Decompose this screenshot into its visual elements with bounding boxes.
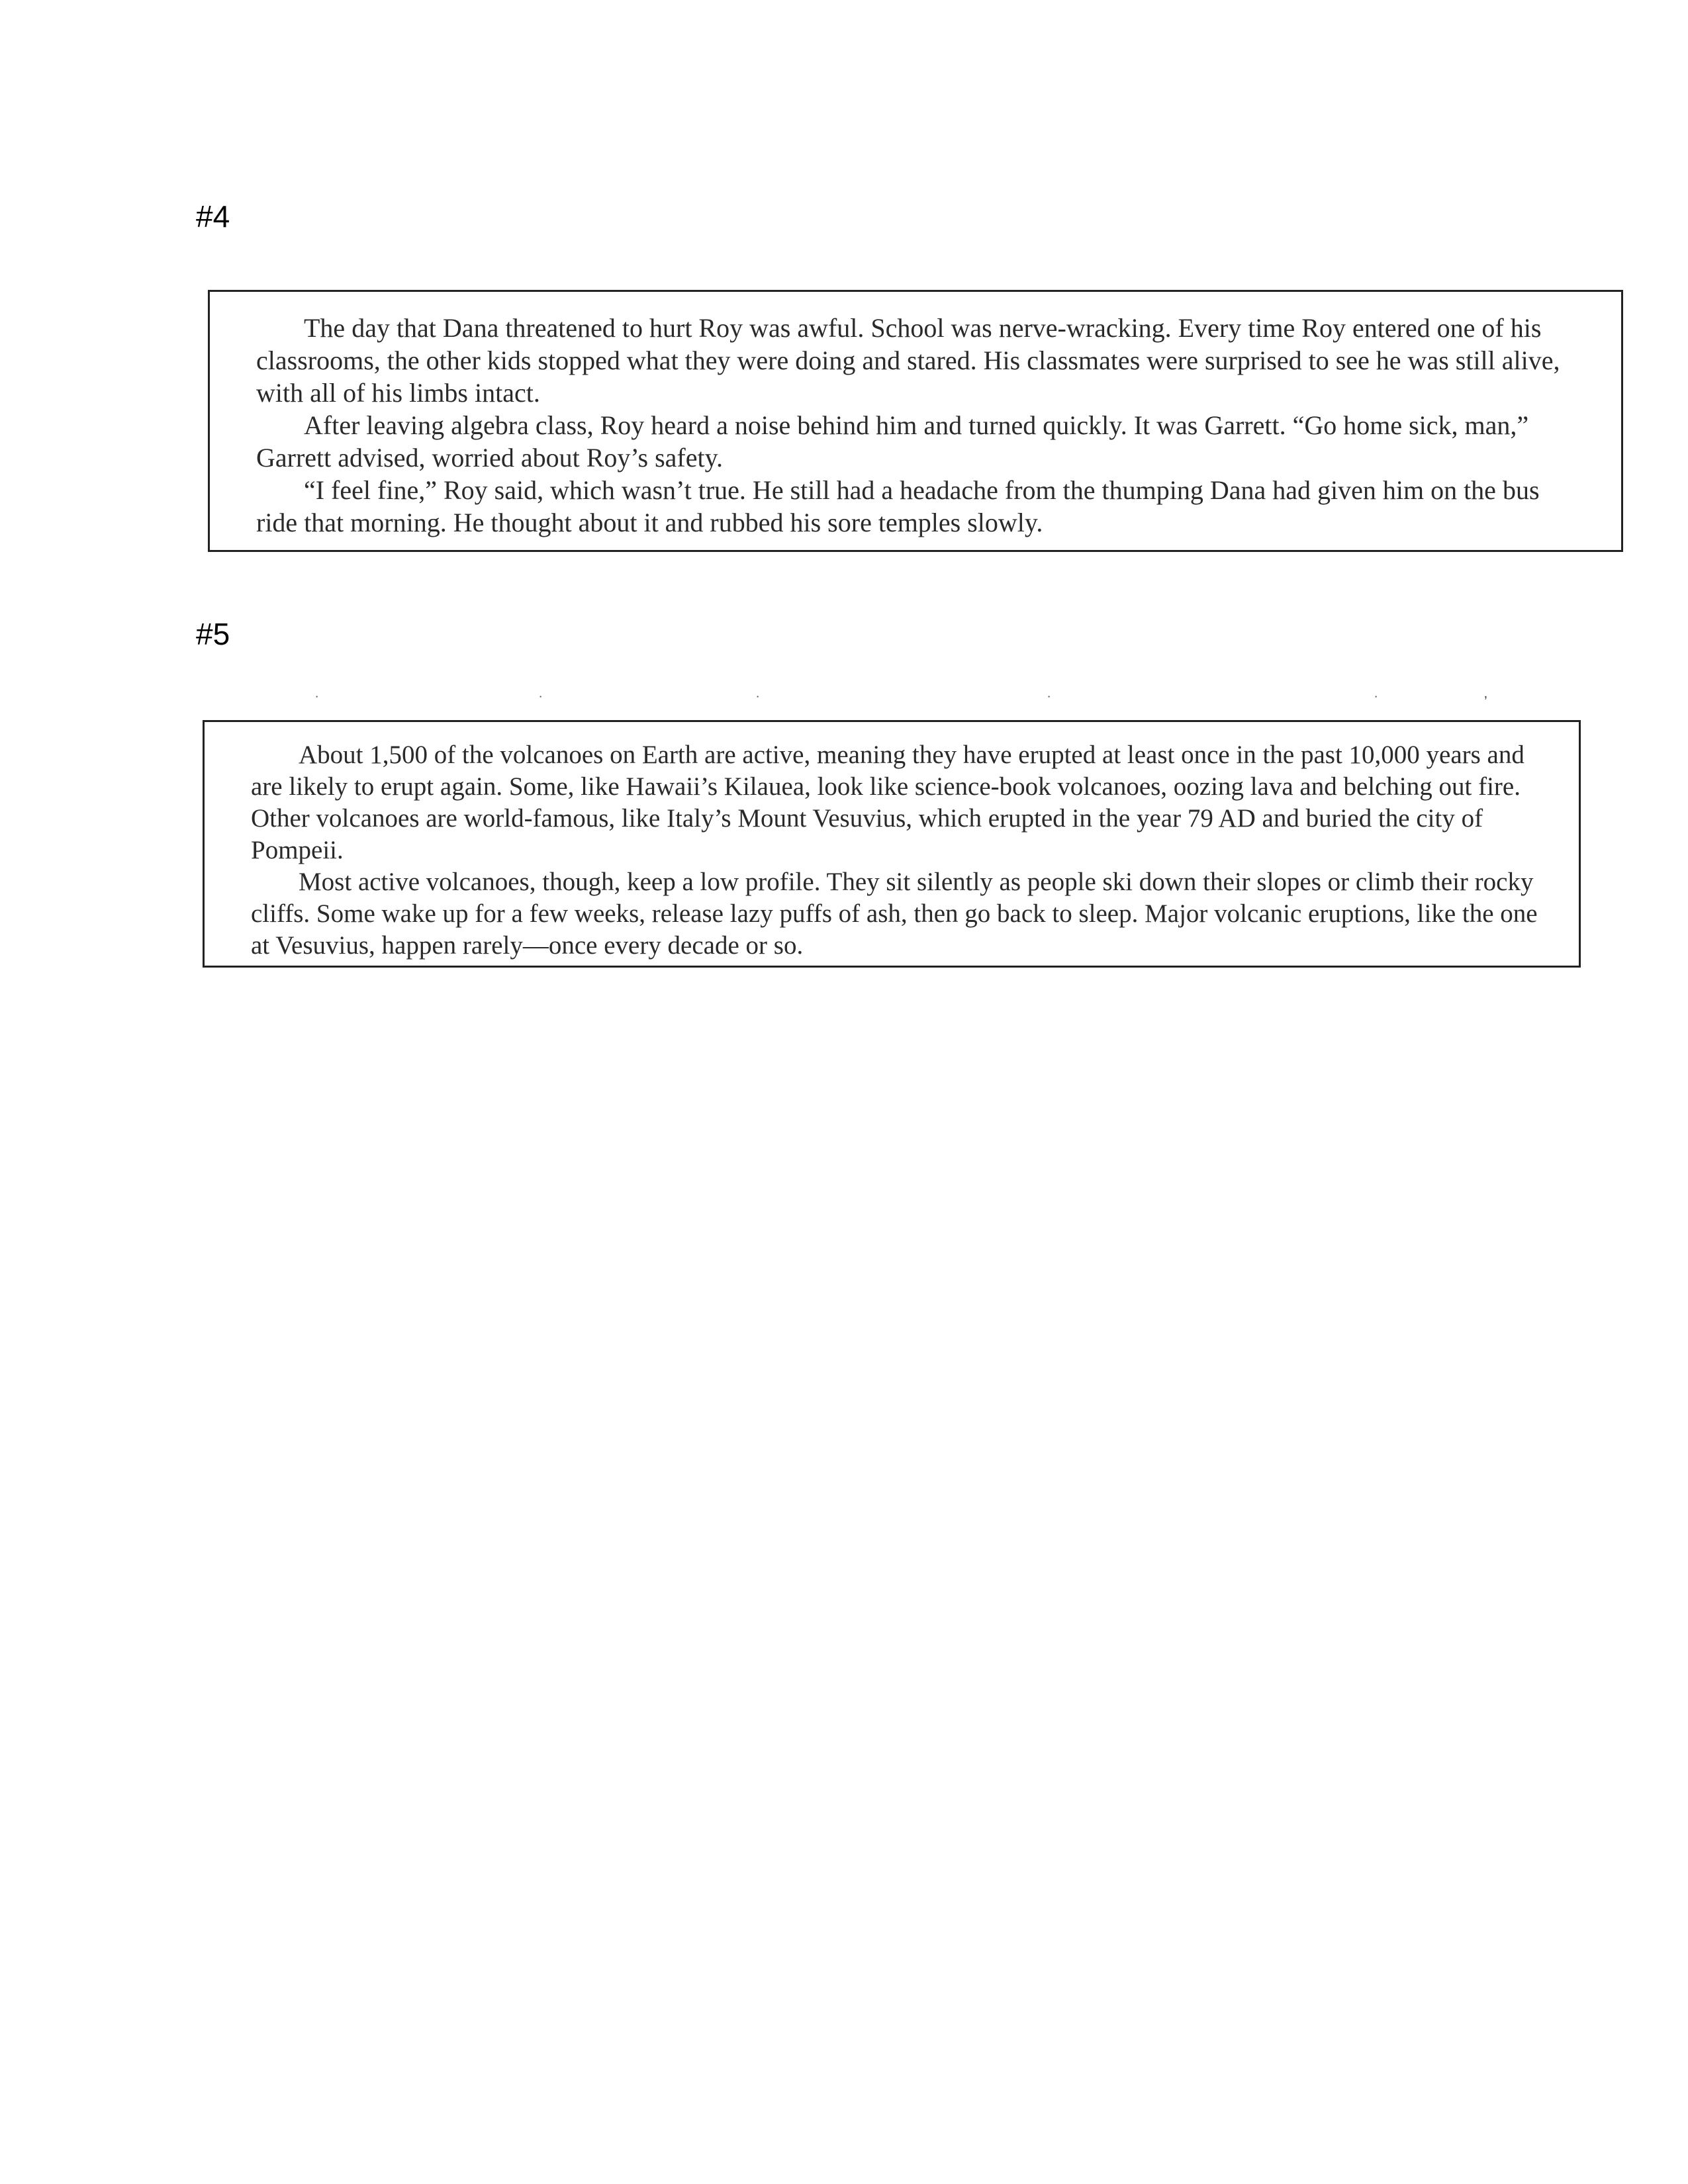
section-label-5: #5 — [196, 617, 230, 651]
section-label-4: #4 — [196, 199, 230, 234]
passage-4-paragraph-1: The day that Dana threatened to hurt Roy was awful. School was nerve-wracking. Every time Roy entered one of his classrooms, the other kids stopped what they were doing and stared. His classmates were surprised to see he was still alive, with all of his limbs intact. — [256, 313, 1560, 408]
scan-artifact-marks — [203, 694, 1581, 710]
passage-4-paragraph-2: After leaving algebra class, Roy heard a noise behind him and turned quickly. It was Garrett. “Go home sick, man,” Garrett advised, worried about Roy’s safety. — [256, 410, 1529, 473]
passage-5-paragraph-1: About 1,500 of the volcanoes on Earth are active, meaning they have erupted at least once in the past 10,000 years and are likely to erupt again. Some, like Hawaii’s Kilauea, look like science-book volcanoes, oozing lava and belching out fire. Other volcanoes are world-famous, like Italy’s Mount Vesuvius, which erupted in the year 79 AD and buried the city of Pompeii. — [251, 741, 1524, 864]
scan-mark: ˙ — [539, 694, 544, 710]
passage-5-paragraph-2: Most active volcanoes, though, keep a low profile. They sit silently as people ski down their slopes or climb their rocky cliffs. Some wake up for a few weeks, release lazy puffs of ash, then go back to sleep. Major volcanic eruptions, like the one at Vesuvius, happen rarely—once every decade or so. — [251, 868, 1538, 960]
scan-mark: ˙ — [315, 694, 320, 710]
scan-mark: ˙ — [1047, 694, 1053, 710]
scan-mark: ʼ — [1484, 694, 1487, 710]
passage-box-4 — [208, 290, 1623, 552]
passage-box-5 — [203, 720, 1581, 968]
scan-mark: ˙ — [756, 694, 761, 710]
passage-4-paragraph-3: “I feel fine,” Roy said, which wasn’t true. He still had a headache from the thumping Dana had given him on the bus ride that morning. He thought about it and rubbed his sore temples slowly. — [256, 475, 1540, 537]
scan-mark: ˙ — [1374, 694, 1380, 710]
